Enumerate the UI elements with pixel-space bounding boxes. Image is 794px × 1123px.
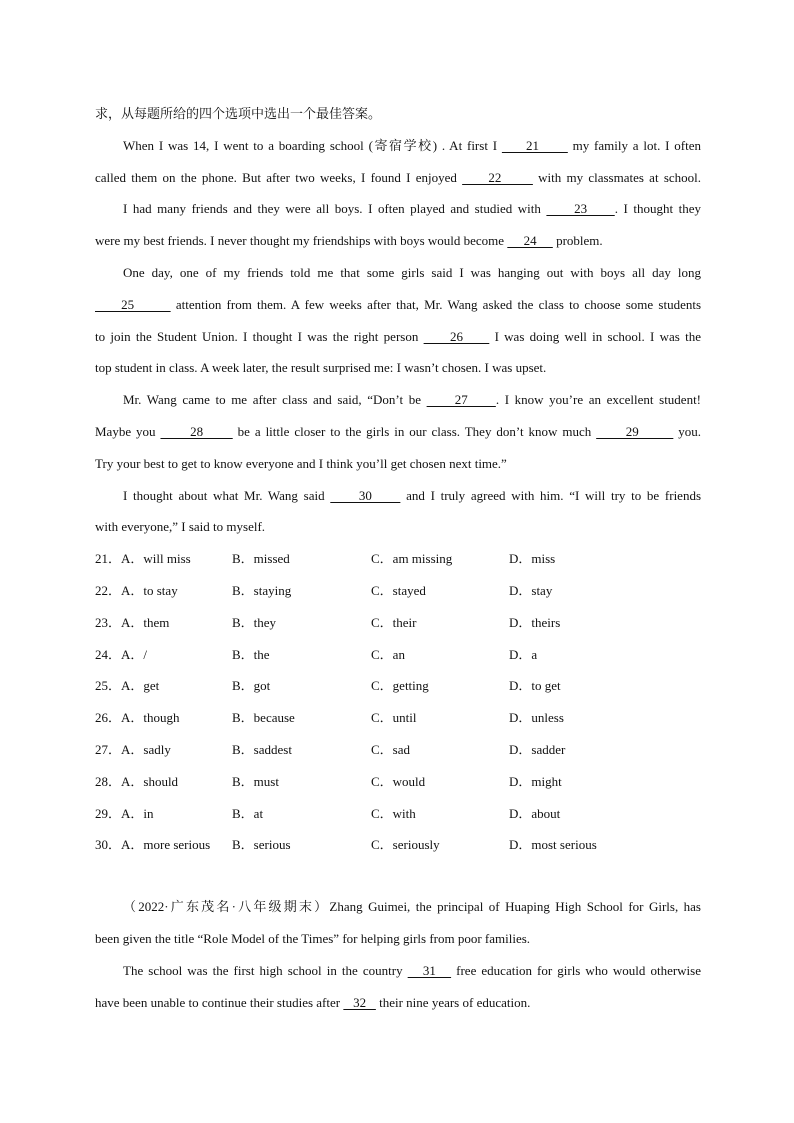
passage1-p5-line2: with everyone,” I said to myself. [95, 519, 266, 535]
question-30-options [95, 829, 701, 861]
option-d[interactable]: D．miss [509, 551, 556, 567]
option-b[interactable]: B．at [232, 805, 264, 821]
blank-30[interactable]: 30 [330, 487, 401, 503]
option-c[interactable]: C．seriously [371, 837, 440, 853]
blank-26[interactable]: 26 [423, 328, 490, 344]
question-number: 22． [95, 582, 122, 598]
option-b[interactable]: B．the [232, 646, 270, 662]
question-number: 30． [95, 837, 122, 853]
question-29-options [95, 798, 701, 830]
blank-25[interactable]: 25 [95, 296, 171, 312]
question-number: 24． [95, 646, 122, 662]
option-c[interactable]: C．sad [371, 741, 411, 757]
option-c[interactable]: C．would [371, 773, 426, 789]
option-c[interactable]: C．an [371, 646, 405, 662]
option-b[interactable]: B．staying [232, 582, 292, 598]
question-number: 28． [95, 773, 122, 789]
option-d[interactable]: D．might [509, 773, 562, 789]
option-a[interactable]: A．to stay [121, 582, 178, 598]
question-21-options [95, 543, 701, 575]
option-d[interactable]: D．most serious [509, 837, 597, 853]
question-27-options [95, 734, 701, 766]
question-24-options [95, 639, 701, 671]
options-list [95, 543, 701, 861]
passage1-p4-line1: Mr. Wang came to me after class and said, “Don’t be 27 . I know you’re an excellent student! [123, 392, 702, 408]
question-number: 29． [95, 805, 122, 821]
option-d[interactable]: D．sadder [509, 741, 566, 757]
option-a[interactable]: A．in [121, 805, 154, 821]
option-c[interactable]: C．with [371, 805, 416, 821]
blank-28[interactable]: 28 [160, 423, 233, 439]
blank-23[interactable]: 23 [546, 201, 615, 217]
section-gap [95, 861, 701, 891]
passage2-line4: have been unable to continue their studies after 32 their nine years of education. [95, 994, 531, 1010]
question-26-options [95, 702, 701, 734]
option-a[interactable]: A．sadly [121, 741, 171, 757]
question-28-options [95, 766, 701, 798]
option-a[interactable]: A．more serious [121, 837, 211, 853]
blank-22[interactable]: 22 [462, 169, 533, 185]
question-number: 26． [95, 710, 122, 726]
option-a[interactable]: A．/ [121, 646, 148, 662]
option-a[interactable]: A．will miss [121, 551, 191, 567]
question-number: 21． [95, 551, 122, 567]
option-d[interactable]: D．theirs [509, 614, 561, 630]
passage1-p2-line2: were my best friends. I never thought my friendships with boys would become 24 problem. [95, 233, 603, 249]
passage1-p4-line2: Maybe you 28 be a little closer to the girls in our class. They don’t know much 29 you. [95, 423, 702, 439]
question-number: 25． [95, 678, 122, 694]
passage1-p5-line1: I thought about what Mr. Wang said 30 and I truly agreed with him. “I will try to be friends [123, 487, 702, 503]
option-c[interactable]: C．until [371, 710, 417, 726]
option-d[interactable]: D．about [509, 805, 561, 821]
option-b[interactable]: B．missed [232, 551, 290, 567]
blank-24[interactable]: 24 [507, 233, 553, 249]
passage1-p1-line2: called them on the phone. But after two weeks, I found I enjoyed 22 with my classmates at school. [95, 169, 702, 185]
passage2-line2: been given the title “Role Model of the Times” for helping girls from poor families. [95, 930, 531, 946]
option-c[interactable]: C．stayed [371, 582, 426, 598]
passage2-line1: （2022·广东茂名·八年级期末）Zhang Guimei, the principal of Huaping High School for Girls, has [123, 899, 701, 915]
passage1-p1-line1: When I was 14, I went to a boarding school (寄宿学校) . At first I 21 my family a lot. I often [123, 137, 702, 153]
blank-31[interactable]: 31 [407, 962, 452, 978]
option-b[interactable]: B．because [232, 710, 295, 726]
instruction-line: 求，从每题所给的四个选项中选出一个最佳答案。 [95, 106, 382, 121]
option-a[interactable]: A．get [121, 678, 160, 694]
passage1-p3-line4: top student in class. A week later, the result surprised me: I wasn’t chosen. I was upset. [95, 360, 547, 376]
passage1-p3-line2: 25 attention from them. A few weeks after that, Mr. Wang asked the class to choose some students [95, 296, 702, 312]
blank-27[interactable]: 27 [426, 392, 496, 408]
passage2-line3: The school was the first high school in the country 31 free education for girls who would otherwise [123, 962, 701, 978]
question-23-options [95, 607, 701, 639]
option-b[interactable]: B．they [232, 614, 277, 630]
option-b[interactable]: B．serious [232, 837, 291, 853]
option-a[interactable]: A．should [121, 773, 179, 789]
option-d[interactable]: D．stay [509, 582, 553, 598]
option-d[interactable]: D．a [509, 646, 538, 662]
option-c[interactable]: C．am missing [371, 551, 453, 567]
document-page [95, 98, 701, 1018]
option-b[interactable]: B．must [232, 773, 279, 789]
option-d[interactable]: D．unless [509, 710, 564, 726]
blank-32[interactable]: 32 [343, 994, 376, 1010]
option-c[interactable]: C．their [371, 614, 417, 630]
passage1-p4-line3: Try your best to get to know everyone and I think you’ll get chosen next time.” [95, 455, 507, 471]
option-b[interactable]: B．saddest [232, 741, 292, 757]
option-d[interactable]: D．to get [509, 678, 561, 694]
blank-21[interactable]: 21 [501, 137, 568, 153]
passage1-p3-line1: One day, one of my friends told me that some girls said I was hanging out with boys all day long [123, 264, 701, 280]
question-number: 23． [95, 614, 122, 630]
question-25-options [95, 670, 701, 702]
option-a[interactable]: A．them [121, 614, 170, 630]
option-b[interactable]: B．got [232, 678, 271, 694]
passage1-p3-line3: to join the Student Union. I thought I was the right person 26 I was doing well in school. I was the [95, 328, 701, 344]
blank-29[interactable]: 29 [596, 423, 674, 439]
option-c[interactable]: C．getting [371, 678, 429, 694]
passage1-p2-line1: I had many friends and they were all boys. I often played and studied with 23 . I thought they [123, 201, 702, 217]
question-number: 27． [95, 741, 122, 757]
question-22-options [95, 575, 701, 607]
option-a[interactable]: A．though [121, 710, 180, 726]
